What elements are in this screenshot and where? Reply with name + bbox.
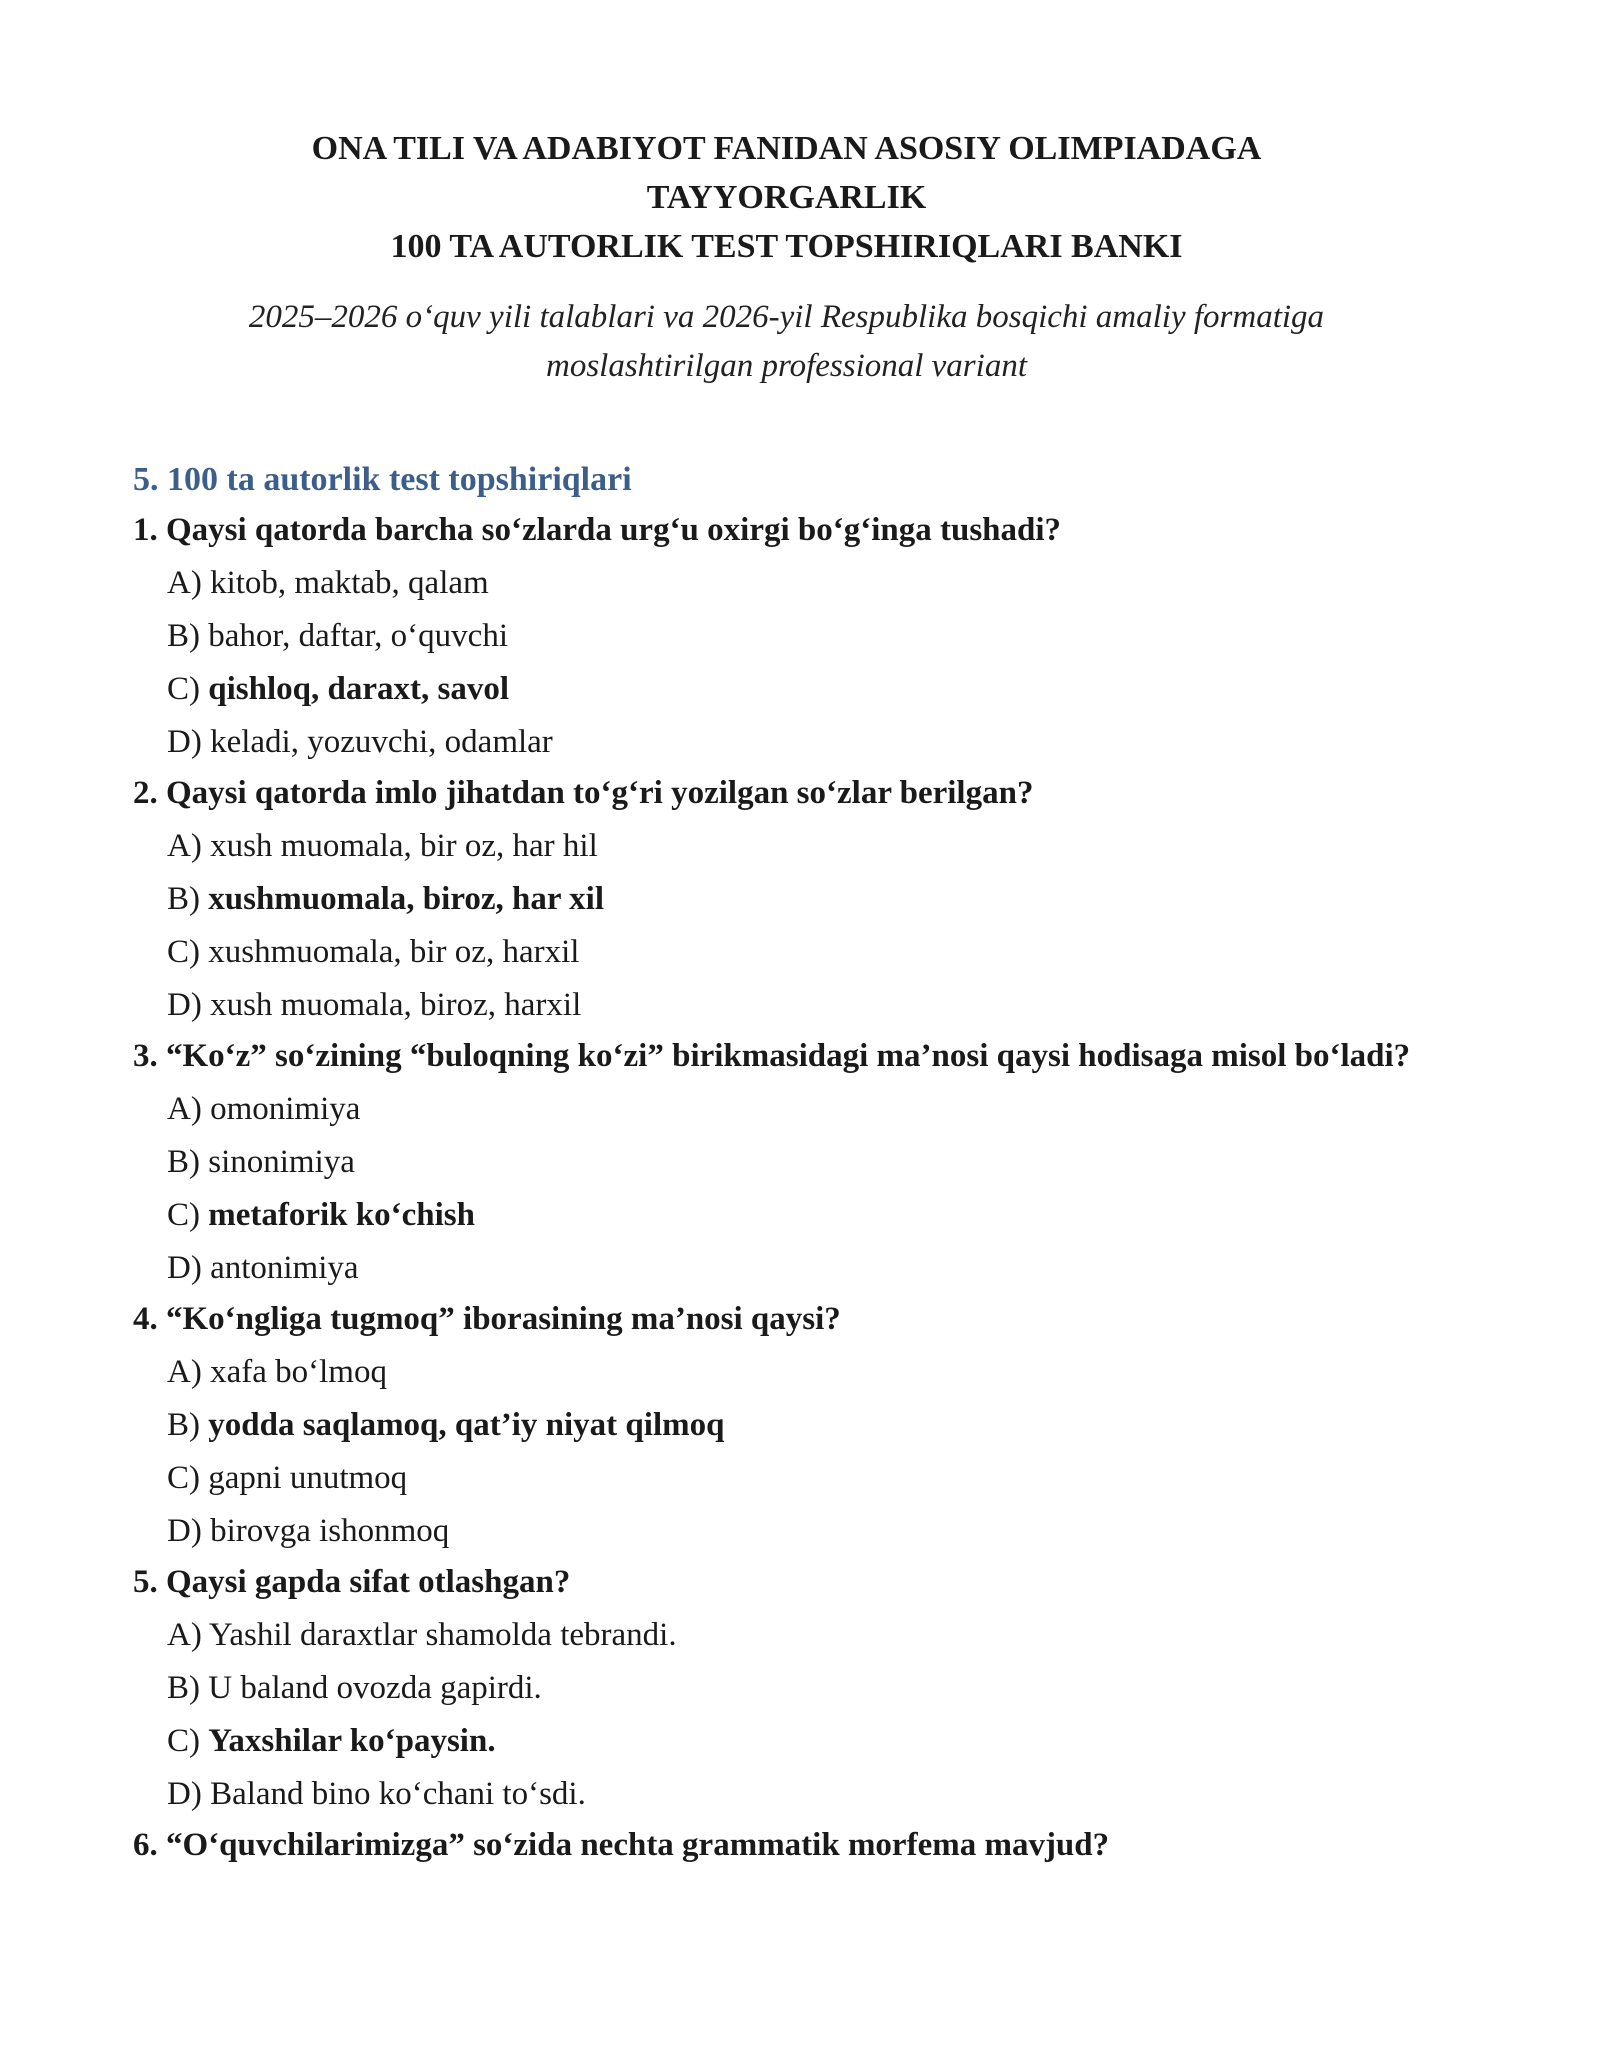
subtitle-line-1: 2025–2026 o‘quv yili talablari va 2026-yil Respublika bosqichi amaliy formatiga	[248, 299, 1325, 335]
option-text: xush muomala, bir oz, har hil	[210, 828, 598, 864]
option-text: antonimiya	[210, 1250, 359, 1286]
question-text: 2. Qaysi qatorda imlo jihatdan to‘g‘ri yozilgan so‘zlar berilgan?	[133, 775, 1034, 811]
option-letter: D)	[167, 987, 211, 1023]
question-text: 3. “Ko‘z” so‘zining “buloqning ko‘zi” birikmasidagi ma’nosi qaysi hodisaga misol bo‘ladi?	[133, 1038, 1411, 1074]
answer-option	[133, 718, 1440, 767]
answer-options	[133, 1348, 1440, 1556]
question-text: 6. “O‘quvchilarimizga” so‘zida nechta grammatik morfema mavjud?	[133, 1827, 1110, 1863]
option-letter: A)	[167, 828, 211, 864]
section-heading: 5. 100 ta autorlik test topshiriqlari	[133, 461, 632, 498]
title-line-3: 100 TA AUTORLIK TEST TOPSHIRIQLARI BANKI	[390, 228, 1183, 265]
question-list	[133, 504, 1440, 1870]
option-text: U baland ovozda gapirdi.	[208, 1670, 542, 1706]
subtitle-line-2: moslashtirilgan professional variant	[546, 348, 1027, 384]
option-letter: C)	[167, 671, 209, 707]
answer-option	[133, 1138, 1440, 1187]
answer-option	[133, 981, 1440, 1030]
option-letter: C)	[167, 934, 209, 970]
answer-option	[133, 1664, 1440, 1713]
option-letter: A)	[167, 1354, 211, 1390]
option-letter: D)	[167, 724, 211, 760]
option-text: sinonimiya	[208, 1144, 355, 1180]
option-letter: C)	[167, 1460, 209, 1496]
option-letter: A)	[167, 1091, 211, 1127]
answer-option	[133, 1507, 1440, 1556]
answer-option	[133, 1244, 1440, 1293]
option-letter: B)	[167, 1407, 209, 1443]
answer-option	[133, 1454, 1440, 1503]
answer-option	[133, 1717, 1440, 1766]
option-text-correct: xushmuomala, biroz, har xil	[208, 881, 605, 917]
option-text-correct: Yaxshilar ko‘paysin.	[208, 1723, 496, 1759]
option-letter: C)	[167, 1723, 209, 1759]
option-text: birovga ishonmoq	[210, 1513, 450, 1549]
option-text: gapni unutmoq	[208, 1460, 408, 1496]
option-text: xafa bo‘lmoq	[210, 1354, 387, 1390]
question-block	[133, 1819, 1440, 1870]
question-block	[133, 1030, 1440, 1293]
answer-option	[133, 928, 1440, 977]
answer-option	[133, 1191, 1440, 1240]
title-line-2: TAYYORGARLIK	[646, 179, 927, 216]
option-text: xush muomala, biroz, harxil	[210, 987, 582, 1023]
answer-option	[133, 1348, 1440, 1397]
answer-option	[133, 559, 1440, 608]
option-text: keladi, yozuvchi, odamlar	[210, 724, 553, 760]
answer-option	[133, 612, 1440, 661]
option-text: xushmuomala, bir oz, harxil	[208, 934, 580, 970]
answer-options	[133, 1085, 1440, 1293]
document-subtitle	[133, 293, 1440, 391]
question-text: 1. Qaysi qatorda barcha so‘zlarda urg‘u oxirgi bo‘g‘inga tushadi?	[133, 512, 1062, 548]
question-block	[133, 1556, 1440, 1819]
option-letter: B)	[167, 1144, 209, 1180]
question-block	[133, 767, 1440, 1030]
option-letter: A)	[167, 565, 211, 601]
option-text-correct: qishloq, daraxt, savol	[208, 671, 509, 707]
answer-options	[133, 822, 1440, 1030]
title-line-1: ONA TILI VA ADABIYOT FANIDAN ASOSIY OLIMPIADAGA	[311, 130, 1262, 167]
option-letter: B)	[167, 618, 209, 654]
option-text-correct: yodda saqlamoq, qat’iy niyat qilmoq	[208, 1407, 725, 1443]
question-text: 4. “Ko‘ngliga tugmoq” iborasining ma’nosi qaysi?	[133, 1301, 841, 1337]
option-text: Baland bino ko‘chani to‘sdi.	[210, 1776, 586, 1812]
option-letter: A)	[167, 1617, 209, 1653]
option-letter: B)	[167, 1670, 209, 1706]
answer-option	[133, 1085, 1440, 1134]
option-text: Yashil daraxtlar shamolda tebrandi.	[208, 1617, 677, 1653]
answer-option	[133, 665, 1440, 714]
option-letter: C)	[167, 1197, 209, 1233]
option-text: kitob, maktab, qalam	[210, 565, 489, 601]
question-block	[133, 504, 1440, 767]
option-letter: D)	[167, 1250, 211, 1286]
option-text-correct: metaforik ko‘chish	[208, 1197, 475, 1233]
option-text: bahor, daftar, o‘quvchi	[208, 618, 508, 654]
option-letter: B)	[167, 881, 209, 917]
question-text: 5. Qaysi gapda sifat otlashgan?	[133, 1564, 571, 1600]
answer-options	[133, 1611, 1440, 1819]
document-title	[133, 124, 1440, 271]
option-letter: D)	[167, 1513, 211, 1549]
option-text: omonimiya	[210, 1091, 361, 1127]
answer-option	[133, 1611, 1440, 1660]
answer-option	[133, 822, 1440, 871]
answer-option	[133, 1770, 1440, 1819]
answer-option	[133, 1401, 1440, 1450]
option-letter: D)	[167, 1776, 211, 1812]
answer-option	[133, 875, 1440, 924]
answer-options	[133, 559, 1440, 767]
question-block	[133, 1293, 1440, 1556]
